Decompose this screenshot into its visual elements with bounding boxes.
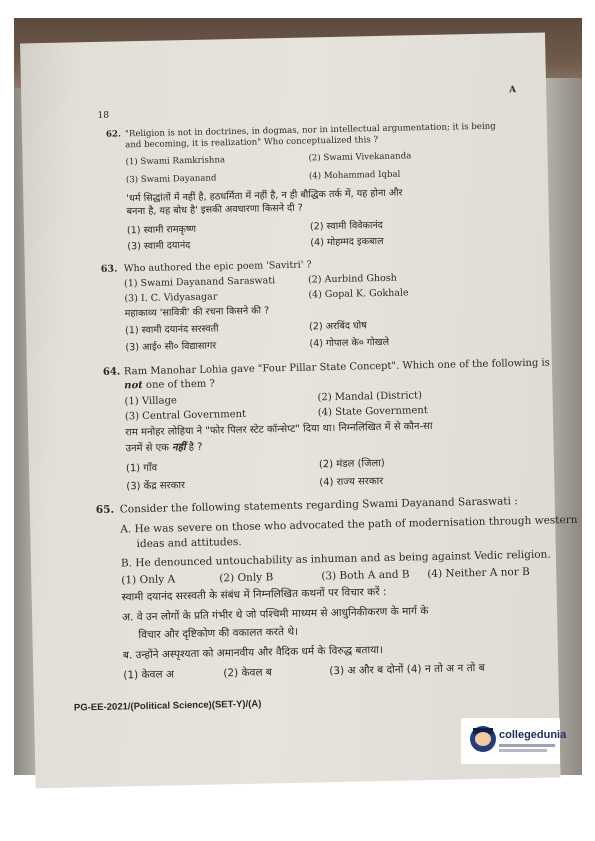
q63-hindi-text: महाकाव्य 'सावित्री' की रचना किसने की ? — [124, 305, 270, 320]
q62-text-line1: "Religion is not in doctrines, in dogmas, nor in intellectual argumentation; it is being — [124, 121, 496, 140]
q64-hindi-option-2: (2) मंडल (जिला) — [318, 457, 385, 471]
q62-hindi-option-2: (2) स्वामी विवेकानंद — [309, 219, 383, 233]
q64-option-3: (3) Central Government — [124, 408, 247, 423]
q64-hindi-line2-post: है ? — [188, 441, 203, 454]
q65-hindi-option-2: (2) केवल ब — [223, 666, 272, 680]
q64-option-4: (4) State Government — [317, 405, 428, 419]
q65-hindi-statement-b: ब. उन्होंने अस्पृश्यता को अमानवीय और वैदिक धर्म के विरुद्ध बताया। — [122, 644, 384, 662]
q64-number: 64. — [102, 366, 121, 378]
logo-tagline-bar — [499, 744, 555, 747]
logo-tagline-bar-2 — [499, 749, 547, 752]
q63-hindi-option-1: (1) स्वामी दयानंद सरस्वती — [124, 323, 219, 337]
q64-text-line2 — [124, 378, 215, 392]
q65-statement-a-line2: ideas and attitudes. — [136, 535, 242, 551]
q63-hindi-option-4: (4) गोपाल के० गोखले — [309, 336, 390, 350]
q65-statement-a-line1: A. He was severe on those who advocated the path of modernisation through western — [120, 513, 578, 536]
q65-option-4: (4) Neither A nor B — [427, 565, 530, 581]
q64-option-2: (2) Mandal (District) — [317, 390, 423, 404]
q65-text: Consider the following statements regarding Swami Dayanand Saraswati : — [119, 495, 518, 516]
q62-hindi-option-1: (1) स्वामी रामकृष्ण — [126, 223, 197, 237]
q64-hindi-line2-pre: उनमें से एक — [125, 442, 170, 455]
q65-hindi-text: स्वामी दयानंद सरस्वती के संबंध में निम्नलिखित कथनों पर विचार करें : — [121, 585, 387, 604]
exam-paper — [20, 33, 578, 789]
q65-hindi-option-3-4: (3) अ और ब दोनों (4) न तो अ न तो ब — [329, 661, 485, 678]
logo-brand-text: collegedunia — [499, 729, 567, 741]
q64-text-line2-rest: one of them ? — [145, 378, 215, 391]
q63-hindi-option-2: (2) अरबिंद घोष — [308, 320, 367, 333]
q65-hindi-statement-a-line2: विचार और दृष्टिकोण की वकालत करते थे। — [138, 625, 299, 642]
q62-option-1: (1) Swami Ramkrishna — [125, 155, 226, 168]
q62-hindi-line1: 'धर्म सिद्धांतों में नहीं है, हठधर्मिता में नहीं है, न ही बौद्धिक तर्क में, यह होना और — [126, 187, 403, 205]
q63-option-3: (3) I. C. Vidyasagar — [124, 291, 218, 305]
q64-hindi-line1: राम मनोहर लोहिया ने "फोर पिलर स्टेट कॉन्सेप्ट" दिया था। निम्नलिखित में से कौन-सा — [125, 420, 433, 439]
q65-number: 65. — [95, 503, 115, 517]
q65-option-1: (1) Only A — [121, 573, 176, 587]
q62-hindi-option-3: (3) स्वामी दयानंद — [127, 239, 191, 253]
q64-not-word: not — [124, 380, 143, 392]
q63-option-2: (2) Aurbind Ghosh — [307, 272, 397, 286]
q63-option-4: (4) Gopal K. Gokhale — [308, 287, 409, 301]
q65-option-3: (3) Both A and B — [321, 568, 410, 583]
page-footer: PG-EE-2021/(Political Science)(SET-Y)/(A) — [73, 698, 262, 714]
q62-option-3: (3) Swami Dayanand — [125, 173, 217, 186]
series-letter: A — [509, 85, 517, 96]
q63-hindi-option-3: (3) आई० सी० विद्यासागर — [125, 340, 217, 354]
page-number: 18 — [97, 110, 110, 121]
q63-text: Who authored the epic poem 'Savitri' ? — [123, 259, 312, 275]
q64-hindi-line2 — [125, 442, 202, 456]
q63-number: 63. — [100, 263, 118, 275]
q64-hindi-option-3: (3) केंद्र सरकार — [126, 480, 186, 493]
q65-hindi-statement-a-line1: अ. वे उन लोगों के प्रति गंभीर थे जो पश्चिमी माध्यम से आधुनिकीकरण के मार्ग के — [121, 605, 429, 624]
q62-option-2: (2) Swami Vivekananda — [308, 151, 412, 164]
q62-option-4: (4) Mohammad Iqbal — [308, 169, 401, 182]
q64-hindi-option-1: (1) गाँव — [125, 462, 158, 475]
q62-hindi-option-4: (4) मोहम्मद इकबाल — [310, 235, 384, 249]
q62-hindi-line2: बनना है, यह बोध है' इसकी अवधारणा किसने दी ? — [126, 202, 303, 218]
q65-hindi-option-1: (1) केवल अ — [123, 668, 175, 682]
q63-option-1: (1) Swami Dayanand Saraswati — [123, 275, 276, 290]
q62-number: 62. — [105, 129, 122, 140]
q65-statement-b: B. He denounced untouchability as inhuman and as being against Vedic religion. — [120, 548, 551, 570]
q64-hindi-option-4: (4) राज्य सरकार — [319, 475, 384, 489]
q64-hindi-not-word: नहीं — [171, 442, 186, 454]
mascot-icon — [470, 726, 496, 752]
q62-text-line2: and becoming, it is realization" Who conceptualized this ? — [125, 135, 379, 151]
q64-text-line1: Ram Manohar Lohia gave "Four Pillar State Concept". Which one of the following is — [123, 357, 550, 378]
collegedunia-logo — [461, 718, 567, 764]
q64-option-1: (1) Village — [124, 395, 177, 408]
q65-option-2: (2) Only B — [219, 571, 274, 585]
